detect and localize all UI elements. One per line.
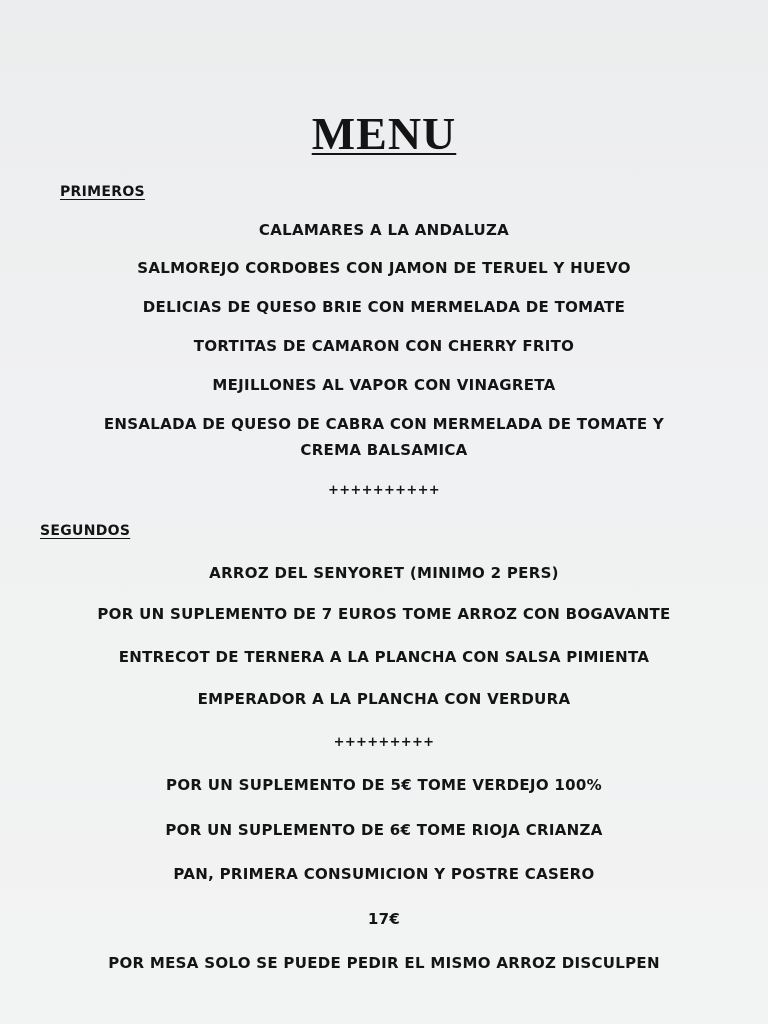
- menu-item: CALAMARES A LA ANDALUZA: [258, 221, 510, 239]
- section-heading-primeros: PRIMEROS: [60, 184, 145, 200]
- extra-item: POR UN SUPLEMENTO DE 6€ TOME RIOJA CRIANZA: [165, 821, 603, 839]
- menu-item: EMPERADOR A LA PLANCHA CON VERDURA: [197, 690, 571, 708]
- separator: ++++++++++: [328, 483, 440, 498]
- menu-item: DELICIAS DE QUESO BRIE CON MERMELADA DE TOMATE: [142, 298, 626, 316]
- menu-item-continuation: CREMA BALSAMICA: [300, 441, 468, 459]
- menu-price: 17€: [367, 910, 401, 928]
- section-heading-segundos: SEGUNDOS: [40, 523, 131, 539]
- extra-item: POR UN SUPLEMENTO DE 5€ TOME VERDEJO 100%: [166, 776, 602, 794]
- menu-title: MENU: [311, 108, 457, 159]
- menu-item: TORTITAS DE CAMARON CON CHERRY FRITO: [193, 337, 575, 355]
- menu-item: ENSALADA DE QUESO DE CABRA CON MERMELADA DE TOMATE Y: [103, 415, 665, 433]
- menu-item: ENTRECOT DE TERNERA A LA PLANCHA CON SALSA PIMIENTA: [118, 648, 650, 666]
- menu-item: MEJILLONES AL VAPOR CON VINAGRETA: [212, 376, 556, 394]
- menu-item: POR UN SUPLEMENTO DE 7 EUROS TOME ARROZ CON BOGAVANTE: [97, 605, 671, 623]
- footer-note: POR MESA SOLO SE PUEDE PEDIR EL MISMO ARROZ DISCULPEN: [108, 954, 660, 972]
- menu-item: ARROZ DEL SENYORET (MINIMO 2 PERS): [209, 564, 559, 582]
- menu-item: SALMOREJO CORDOBES CON JAMON DE TERUEL Y HUEVO: [137, 259, 631, 277]
- extra-item: PAN, PRIMERA CONSUMICION Y POSTRE CASERO: [173, 865, 595, 883]
- separator: +++++++++: [333, 735, 435, 750]
